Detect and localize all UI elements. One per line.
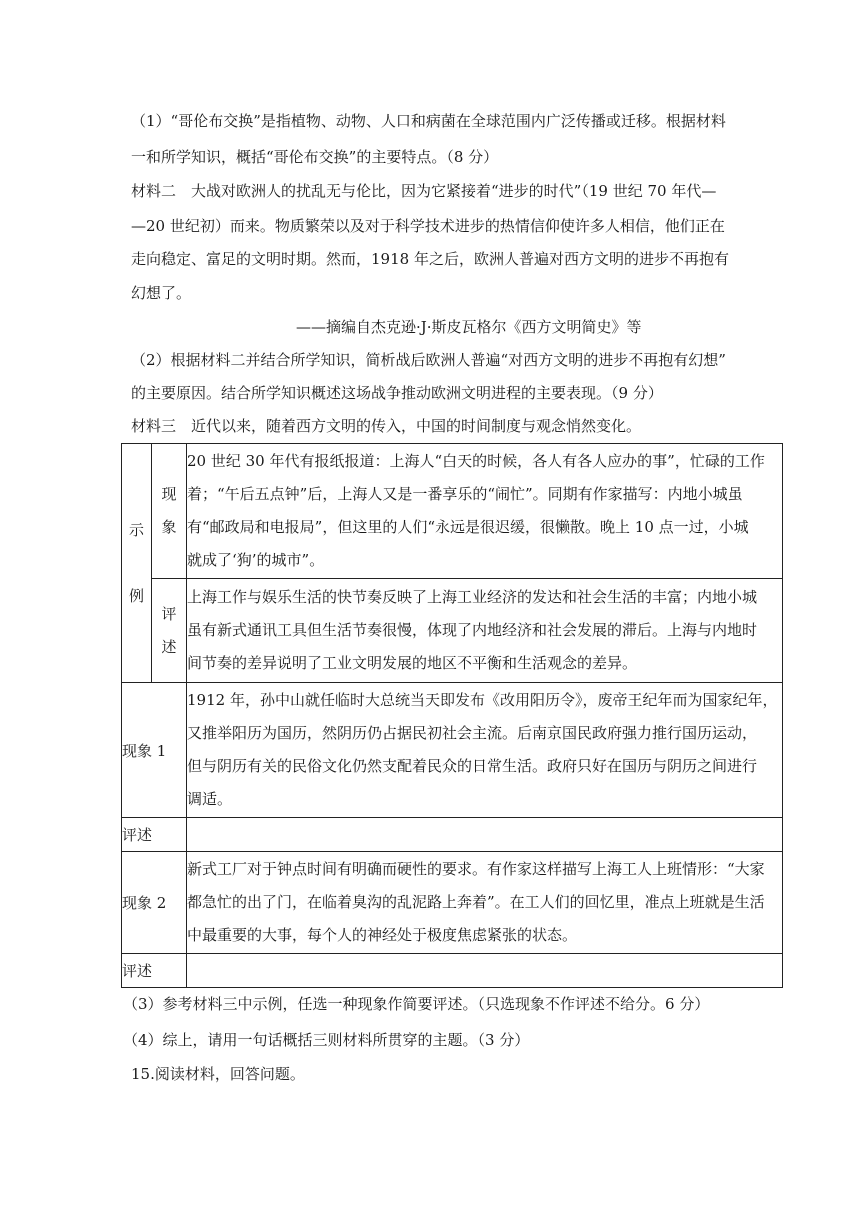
comment-1-blank [187, 818, 783, 852]
phenomenon-2-label: 现象 2 [122, 852, 187, 954]
example-comment-row [122, 579, 783, 683]
comment-1-label: 评述 [122, 818, 187, 852]
material-3-intro: 材料三 近代以来，随着西方文明的传入，中国的时间制度与观念悄然变化。 [131, 417, 642, 435]
text-line: 又推举阳历为国历，然阴历仍占据民初社会主流。后南京国民政府强力推行国历运动， [187, 724, 758, 742]
material-2-line-1: 材料二 大战对欧洲人的扰乱无与伦比，因为它紧接着“进步的时代”（19 世纪 70 年代— [131, 182, 717, 200]
text-line: 都急忙的出了门，在临着臭沟的乱泥路上奔着”。在工人们的回忆里，准点上班就是生活 [187, 893, 765, 911]
example-phenomenon-text [187, 444, 783, 579]
comment-label-cell [152, 579, 187, 683]
phenomenon-1-row [122, 683, 783, 818]
example-label-char: 示 [128, 520, 144, 539]
question-15: 15.阅读材料，回答问题。 [131, 1065, 305, 1083]
example-label-cell [122, 444, 152, 683]
phenomenon-1-text [187, 683, 783, 818]
question-3: （3）参考材料三中示例，任选一种现象作简要评述。（只选现象不作评述不给分。6 分） [123, 995, 710, 1013]
text-line: 上海工作与娱乐生活的快节奏反映了上海工业经济的发达和社会生活的丰富；内地小城 [187, 588, 758, 606]
example-comment-text [187, 579, 783, 683]
comment-2-label: 评述 [122, 954, 187, 988]
phenomenon-label-char: 象 [161, 518, 177, 536]
question-1-line-2: 一和所学知识，概括“哥伦布交换”的主要特点。（8 分） [131, 148, 499, 166]
text-line: 间节奏的差异说明了工业文明发展的地区不平衡和生活观念的差异。 [187, 654, 638, 672]
comment-label-char: 述 [161, 637, 177, 656]
example-phenomenon-row [122, 444, 783, 579]
phenomenon-1-label: 现象 1 [122, 683, 187, 818]
text-line: 有“邮政局和电报局”，但这里的人们“永远是很迟缓，很懒散。晚上 10 点一过，小城 [187, 518, 749, 536]
material-2-source: ——摘编自杰克逊·J·斯皮瓦格尔《西方文明简史》等 [296, 318, 642, 336]
material-2-line-3: 走向稳定、富足的文明时期。然而，1918 年之后，欧洲人普遍对西方文明的进步不再抱有 [131, 250, 729, 268]
question-4: （4）综上，请用一句话概括三则材料所贯穿的主题。（3 分） [123, 1031, 530, 1049]
comment-2-blank [187, 954, 783, 988]
phenomenon-2-row [122, 852, 783, 954]
text-line: 调适。 [187, 790, 233, 808]
text-line: 1912 年，孙中山就任临时大总统当天即发布《改用阳历令》，废帝王纪年而为国家纪年， [187, 691, 778, 709]
text-line: 20 世纪 30 年代有报纸报道：上海人“白天的时候，各人有各人应办的事”，忙碌的工作 [187, 452, 765, 470]
question-1-line-1: （1）“哥伦布交换”是指植物、动物、人口和病菌在全球范围内广泛传播或迁移。根据材料 [131, 112, 726, 130]
text-line: 虽有新式通讯工具但生活节奏很慢，体现了内地经济和社会发展的滞后。上海与内地时 [187, 621, 758, 639]
question-2-line-2: 的主要原因。结合所学知识概述这场战争推动欧洲文明进程的主要表现。（9 分） [131, 384, 663, 402]
text-line: 中最重要的大事，每个人的神经处于极度焦虑紧张的状态。 [187, 926, 578, 944]
text-line: 但与阴历有关的民俗文化仍然支配着民众的日常生活。政府只好在国历与阴历之间进行 [187, 757, 758, 775]
comment-1-row [122, 818, 783, 852]
phenomenon-label-char: 现 [161, 485, 177, 503]
material-3-table [121, 443, 783, 988]
text-line: 新式工厂对于钟点时间有明确而硬性的要求。有作家这样描写上海工人上班情形：“大家 [187, 860, 765, 878]
material-2-line-2: —20 世纪初）而来。物质繁荣以及对于科学技术进步的热情信仰使许多人相信，他们正在 [131, 217, 725, 235]
phenomenon-2-text [187, 852, 783, 954]
text-line: 着；“午后五点钟”后，上海人又是一番享乐的“闹忙”。同期有作家描写：内地小城虽 [187, 485, 743, 503]
example-label-char: 例 [128, 586, 144, 605]
comment-label-char: 评 [161, 604, 177, 623]
text-line: 就成了‘狗’的城市”。 [187, 551, 325, 569]
material-2-line-4: 幻想了。 [131, 284, 192, 302]
phenomenon-label-cell [152, 444, 187, 579]
question-2-line-1: （2）根据材料二并结合所学知识，简析战后欧洲人普遍“对西方文明的进步不再抱有幻想” [131, 351, 726, 369]
comment-2-row [122, 954, 783, 988]
